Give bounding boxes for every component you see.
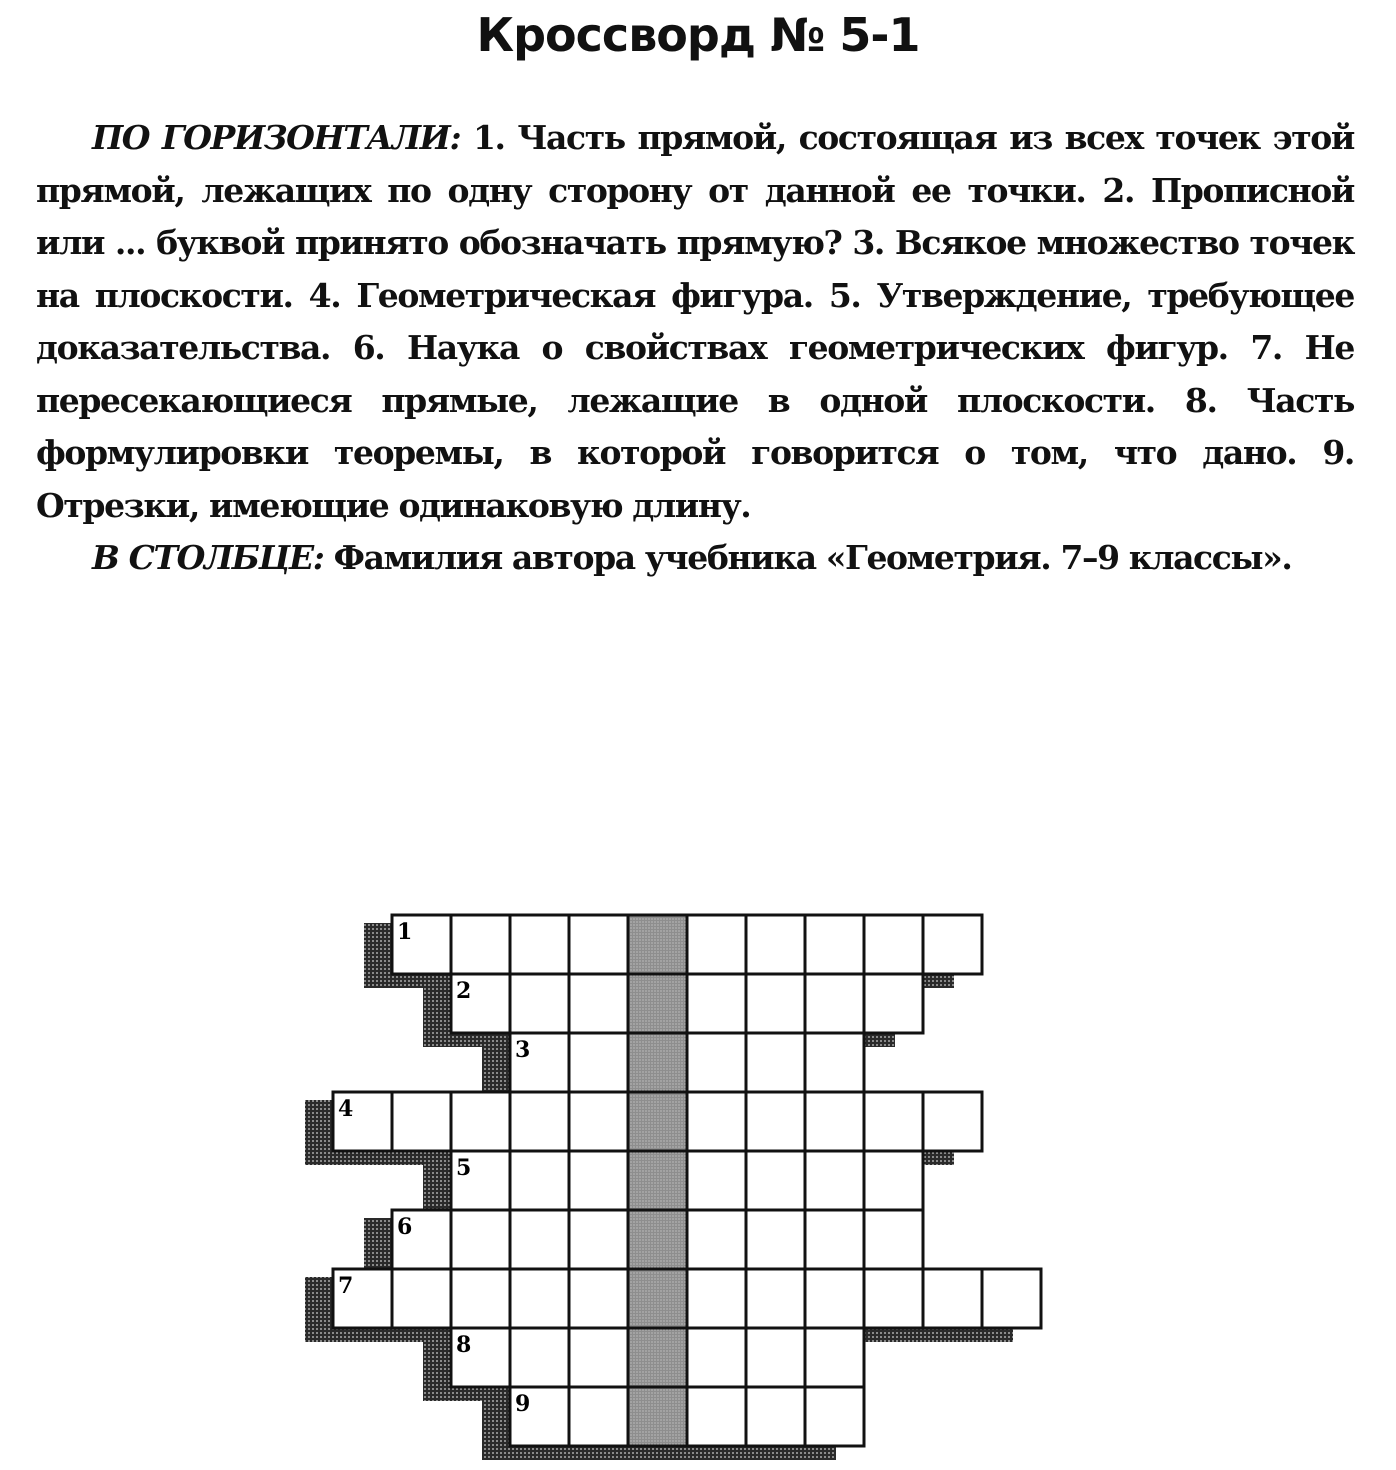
clue-2-text: Прописной или ... буквой принято обозначать прямую? [36, 170, 1354, 262]
crossword-cell[interactable] [805, 974, 864, 1033]
crossword-cell[interactable] [569, 915, 628, 974]
row-number-label: 8 [456, 1332, 472, 1358]
crossword-cell[interactable] [510, 1092, 569, 1151]
crossword-cell[interactable] [864, 974, 923, 1033]
clue-8-number: 8. [1184, 380, 1217, 420]
clue-6-number: 6. [352, 328, 385, 367]
crossword-cell[interactable] [510, 1151, 569, 1210]
clue-4-text: Геометрическая фигура. [356, 275, 813, 315]
crossword-cell[interactable] [451, 915, 510, 974]
crossword-cell[interactable] [864, 915, 923, 974]
row-number-label: 2 [456, 978, 472, 1004]
crossword-cell[interactable] [569, 974, 628, 1033]
crossword-cell[interactable] [746, 1269, 805, 1328]
crossword-cell[interactable] [805, 1269, 864, 1328]
clue-7-number: 7. [1250, 328, 1282, 367]
row-number-label: 4 [338, 1096, 354, 1122]
keyword-cell[interactable] [628, 915, 687, 974]
crossword-cell[interactable] [569, 1151, 628, 1210]
crossword-cell[interactable] [864, 1269, 923, 1328]
row-number-label: 3 [515, 1037, 531, 1063]
keyword-cell[interactable] [628, 1328, 687, 1387]
clue-3-number: 3. [852, 223, 885, 262]
crossword-cell[interactable] [569, 1033, 628, 1092]
crossword-cell[interactable] [569, 1328, 628, 1387]
crossword-cell[interactable] [805, 1151, 864, 1210]
crossword-cell[interactable] [864, 1210, 923, 1269]
keyword-cell[interactable] [628, 1210, 687, 1269]
clue-7-text: Не пересекающиеся прямые, лежащие в одной плоскости. [36, 328, 1354, 420]
column-clue-text: Фамилия автора учебника «Геометрия. 7–9 классы». [333, 538, 1292, 577]
crossword-cell[interactable] [864, 1092, 923, 1151]
crossword-cell[interactable] [982, 1269, 1041, 1328]
crossword-cell[interactable] [805, 1387, 864, 1446]
crossword-cell[interactable] [510, 1328, 569, 1387]
crossword-cell[interactable] [923, 915, 982, 974]
crossword-cell[interactable] [923, 1092, 982, 1151]
clue-1-number: 1. [472, 118, 505, 157]
keyword-cell[interactable] [628, 1387, 687, 1446]
crossword-cell[interactable] [392, 1269, 451, 1328]
clue-6-text: Наука о свойствах геометрических фигур. [407, 328, 1228, 367]
clue-5-number: 5. [828, 275, 861, 315]
clue-8-text: Часть формулировки теоремы, в которой говорится о том, что дано. [36, 380, 1355, 472]
crossword-cell[interactable] [451, 1210, 510, 1269]
row-number-label: 7 [338, 1273, 354, 1299]
crossword-cell[interactable] [569, 1387, 628, 1446]
clue-4-number: 4. [308, 275, 341, 315]
keyword-cell[interactable] [628, 1269, 687, 1328]
crossword-cell[interactable] [687, 1033, 746, 1092]
column-heading: В СТОЛБЦЕ: [92, 538, 324, 577]
crossword-cell[interactable] [746, 974, 805, 1033]
clue-9-text: Отрезки, имеющие одинаковую длину. [36, 485, 751, 525]
crossword-cell[interactable] [746, 1328, 805, 1387]
row-number-label: 1 [397, 919, 413, 945]
crossword-cell[interactable] [687, 1269, 746, 1328]
across-heading: ПО ГОРИЗОНТАЛИ: [92, 118, 461, 157]
crossword-cell[interactable] [746, 1033, 805, 1092]
crossword-cell[interactable] [687, 1151, 746, 1210]
keyword-cell[interactable] [628, 1092, 687, 1151]
crossword-cell[interactable] [746, 1387, 805, 1446]
crossword-cell[interactable] [746, 1151, 805, 1210]
crossword-cell[interactable] [687, 1328, 746, 1387]
crossword-cell[interactable] [510, 1269, 569, 1328]
crossword-cell[interactable] [687, 1210, 746, 1269]
crossword-cell[interactable] [805, 1210, 864, 1269]
keyword-cell[interactable] [628, 1151, 687, 1210]
crossword-cell[interactable] [510, 915, 569, 974]
crossword-cell[interactable] [510, 1210, 569, 1269]
crossword-cell[interactable] [805, 1092, 864, 1151]
crossword-cell[interactable] [687, 915, 746, 974]
crossword-cell[interactable] [392, 1092, 451, 1151]
clue-3-text: Всякое множество точек на плоскости. [36, 223, 1354, 315]
crossword-cell[interactable] [569, 1210, 628, 1269]
keyword-cell[interactable] [628, 1033, 687, 1092]
keyword-cell[interactable] [628, 974, 687, 1033]
crossword-cell[interactable] [864, 1151, 923, 1210]
clue-1-text: Часть прямой, состоящая из всех точек этой прямой, лежащих по одну сторону от данной ее точки. [36, 118, 1354, 210]
crossword-cell[interactable] [687, 1387, 746, 1446]
page-title: Кроссворд № 5-1 [476, 8, 920, 62]
row-number-label: 6 [397, 1214, 413, 1240]
crossword-cell[interactable] [805, 1033, 864, 1092]
crossword-cell[interactable] [451, 1269, 510, 1328]
crossword-cell[interactable] [746, 1092, 805, 1151]
crossword-cell[interactable] [569, 1092, 628, 1151]
clue-5-text: Утверждение, требующее доказательства. [36, 275, 1354, 367]
crossword-cell[interactable] [923, 1269, 982, 1328]
crossword-cell[interactable] [687, 1092, 746, 1151]
crossword-cell[interactable] [746, 915, 805, 974]
row-number-label: 5 [456, 1155, 472, 1181]
crossword-cell[interactable] [451, 1092, 510, 1151]
row-number-label: 9 [515, 1391, 531, 1417]
crossword-cell[interactable] [687, 974, 746, 1033]
crossword-cell[interactable] [569, 1269, 628, 1328]
crossword-cell[interactable] [510, 974, 569, 1033]
crossword-cell[interactable] [805, 915, 864, 974]
clue-9-number: 9. [1322, 433, 1355, 472]
crossword-cell[interactable] [805, 1328, 864, 1387]
clue-2-number: 2. [1102, 170, 1135, 210]
crossword-cell[interactable] [746, 1210, 805, 1269]
